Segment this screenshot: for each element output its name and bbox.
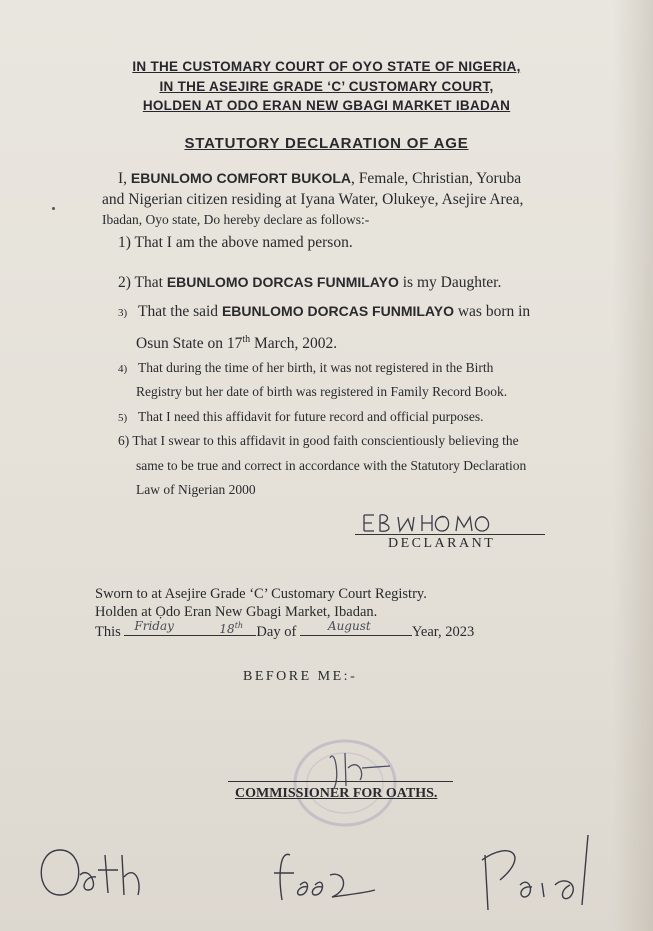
item-4-line-2: Registry but her date of birth was registered in Family Record Book.: [136, 384, 508, 399]
item-3-number: 3): [118, 307, 128, 319]
item-3-line-2: [136, 329, 337, 354]
declarant-label: DECLARANT: [388, 536, 496, 551]
item-4-number: 4): [118, 363, 128, 375]
paper-mark: [52, 207, 55, 210]
intro-line-3: Ibadan, Oyo state, Do hereby declare as follows:-: [102, 212, 370, 227]
item-3-line-2-post: March, 2002.: [250, 335, 338, 353]
declarant-name: EBUNLOMO COMFORT BUKOLA: [130, 170, 352, 186]
handwritten-oath: [30, 835, 180, 905]
item-5-number: 5): [118, 412, 128, 424]
handwritten-fees: [270, 845, 390, 905]
commissioner-signature-line: [228, 781, 453, 782]
item-6-line-3: Law of Nigerian 2000: [136, 482, 256, 497]
item-3-sup: th: [242, 334, 251, 345]
item-1: 1) That I am the above named person.: [118, 234, 353, 251]
sworn-month: August: [327, 619, 371, 633]
intro-line-1: [118, 168, 521, 189]
child-name: EBUNLOMO DORCAS FUNMILAYO: [166, 274, 399, 290]
sworn-line-2: Holden at Ọdo Eran New Gbagi Market, Ibadan.: [95, 604, 378, 620]
intro-line-2: and Nigerian citizen residing at Iyana Water, Olukeye, Asejire Area,: [102, 191, 524, 208]
intro-prefix: I,: [118, 170, 131, 187]
intro-line-1-rest: , Female, Christian, Yoruba: [351, 170, 522, 187]
day-number-value: 18: [219, 622, 235, 636]
court-header-line-3: HOLDEN AT ODO ERAN NEW GBAGI MARKET IBADAN: [142, 98, 511, 113]
court-stamp: [290, 728, 400, 838]
sworn-year: Year, 2023: [411, 624, 475, 640]
sworn-line-1: Sworn to at Asejire Grade ‘C’ Customary Court Registry.: [95, 586, 427, 602]
item-2-post: is my Daughter.: [398, 274, 502, 291]
sworn-day-name: Friday: [134, 619, 174, 633]
child-name-2: EBUNLOMO DORCAS FUNMILAYO: [221, 303, 454, 319]
document-title: STATUTORY DECLARATION OF AGE: [184, 135, 469, 152]
sworn-this-label: This: [95, 624, 121, 640]
item-3-post: was born in: [453, 303, 531, 320]
sworn-day-field: [124, 621, 256, 636]
item-5-text: That I need this affidavit for future record and official purposes.: [138, 409, 484, 424]
declarant-signature: [360, 511, 505, 535]
sworn-day-number: [219, 617, 243, 638]
before-me-label: BEFORE ME:-: [243, 669, 358, 684]
declarant-signature-line: [355, 534, 545, 535]
item-6-line-2: same to be true and correct in accordance with the Statutory Declaration: [136, 458, 527, 473]
court-header-line-2: IN THE ASEJIRE GRADE ‘C’ CUSTOMARY COURT,: [159, 79, 494, 94]
item-3-line-1: [118, 301, 530, 324]
sworn-day-of: Day of: [256, 624, 297, 640]
day-number-sup: th: [234, 621, 244, 630]
court-header-line-1: IN THE CUSTOMARY COURT OF OYO STATE OF NIGERIA,: [132, 59, 521, 74]
item-3-line-2-pre: Osun State on 17: [136, 335, 243, 353]
item-3-pre: That the said: [138, 303, 222, 320]
handwritten-paid: [470, 825, 610, 915]
item-6-line-1: 6) That I swear to this affidavit in good faith conscientiously believing the: [118, 433, 519, 448]
sworn-line-3: [95, 621, 474, 641]
item-2-pre: That: [134, 274, 167, 291]
item-4-line-1: [118, 357, 493, 380]
sworn-month-field: [300, 621, 412, 636]
item-2-number: 2): [118, 274, 131, 291]
item-2: [118, 272, 501, 293]
commissioner-label: COMMISSIONER FOR OATHS.: [235, 786, 438, 801]
item-4-text-1: That during the time of her birth, it was not registered in the Birth: [138, 360, 494, 375]
item-5: [118, 406, 484, 429]
